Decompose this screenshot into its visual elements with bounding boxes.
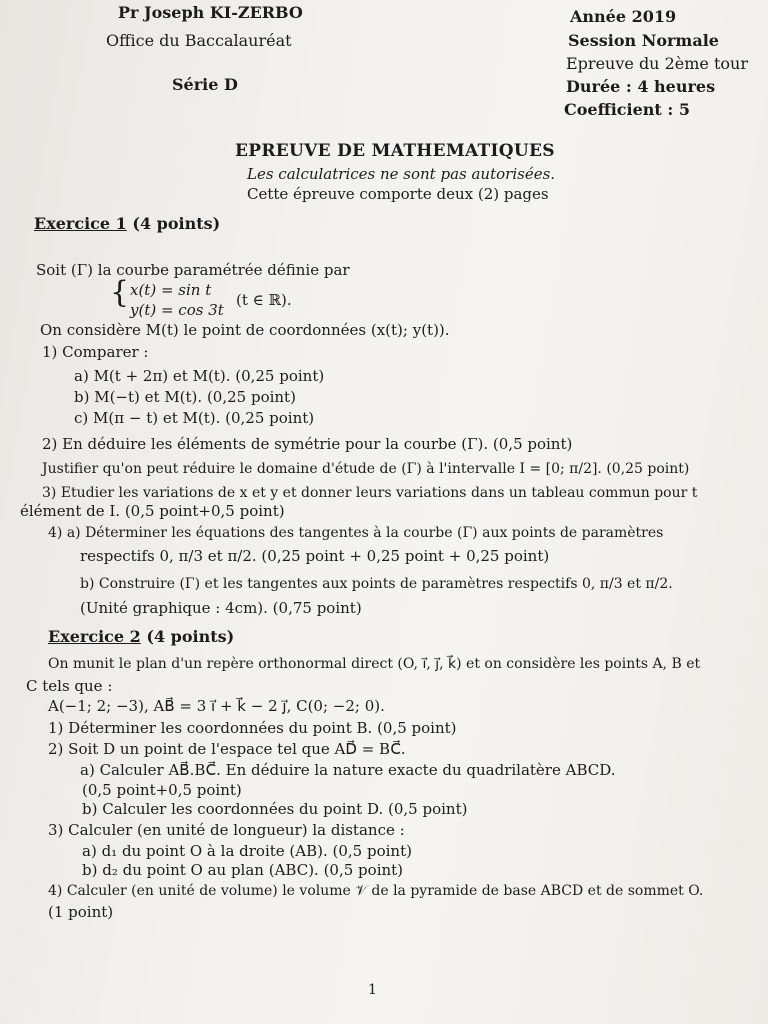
ex1-intro: Soit (Γ) la courbe paramétrée définie par [36, 261, 350, 279]
school-name: Pr Joseph KI-ZERBO [118, 3, 303, 22]
coefficient-label: Coefficient : 5 [564, 100, 690, 119]
exam-title: EPREUVE DE MATHEMATIQUES [235, 141, 555, 161]
page-number: 1 [368, 982, 377, 998]
ex2-q2a-points: (0,5 point+0,5 point) [82, 781, 242, 799]
ex2-q3b: b) d₂ du point O au plan (ABC). (0,5 point) [82, 861, 404, 879]
serie-label: Série D [172, 75, 238, 94]
ex1-q4a-line1: 4) a) Déterminer les équations des tangentes à la courbe (Γ) aux points de paramètres [48, 525, 664, 541]
ex2-q4: 4) Calculer (en unité de volume) le volume 𝒱 de la pyramide de base ABCD et de sommet O. [48, 883, 704, 899]
office-name: Office du Baccalauréat [106, 31, 292, 50]
ex1-q1c: c) M(π − t) et M(t). (0,25 point) [74, 409, 315, 427]
tour-label: Epreuve du 2ème tour [566, 54, 748, 73]
ex1-q2: 2) En déduire les éléments de symétrie pour la courbe (Γ). (0,5 point) [42, 435, 573, 453]
year-label: Année 2019 [570, 7, 677, 26]
ex2-intro-line2: C tels que : [26, 677, 113, 695]
ex2-intro-line1: On munit le plan d'un repère orthonormal direct (O, i⃗, j⃗, k⃗) et on considère les points A, B et [48, 656, 701, 672]
ex1-system-y: y(t) = cos 3t [130, 301, 224, 319]
session-label: Session Normale [568, 31, 719, 50]
ex1-q4b-line1: b) Construire (Γ) et les tangentes aux points de paramètres respectifs 0, π/3 et π/2. [80, 576, 673, 592]
ex2-q1: 1) Déterminer les coordonnées du point B. (0,5 point) [48, 719, 457, 737]
ex1-system-domain: (t ∈ ℝ). [236, 291, 292, 309]
ex1-q1a: a) M(t + 2π) et M(t). (0,25 point) [74, 367, 325, 385]
ex1-system-x: x(t) = sin t [130, 281, 212, 299]
ex1-q2-justify: Justifier qu'on peut réduire le domaine d'étude de (Γ) à l'intervalle I = [0; π/2]. (0,25 point) [42, 461, 690, 477]
calculator-notice: Les calculatrices ne sont pas autorisées. [247, 165, 556, 183]
ex2-q3a: a) d₁ du point O à la droite (AB). (0,5 point) [82, 842, 412, 860]
ex2-q2: 2) Soit D un point de l'espace tel que AD⃗ = BC⃗. [48, 740, 406, 758]
ex1-q4b-line2: (Unité graphique : 4cm). (0,75 point) [80, 599, 362, 617]
ex1-q1: 1) Comparer : [42, 343, 149, 361]
exercise-1-label: Exercice 1 [34, 214, 127, 233]
ex1-point-definition: On considère M(t) le point de coordonnées (x(t); y(t)). [40, 321, 450, 339]
exercise-2-points: (4 points) [146, 627, 235, 646]
exercise-1-heading [34, 215, 220, 232]
exercise-2-label: Exercice 2 [48, 627, 141, 646]
ex2-points-def: A(−1; 2; −3), AB⃗ = 3 i⃗ + k⃗ − 2 j⃗, C(0; −2; 0). [48, 697, 385, 715]
system-brace: { [110, 275, 130, 310]
ex1-q4a-line2: respectifs 0, π/3 et π/2. (0,25 point + 0,25 point + 0,25 point) [80, 547, 550, 565]
ex1-q1b: b) M(−t) et M(t). (0,25 point) [74, 388, 296, 406]
ex1-q3-line1: 3) Etudier les variations de x et y et donner leurs variations dans un tableau commun pour t [42, 485, 698, 501]
ex2-q4-points: (1 point) [48, 903, 114, 921]
exercise-1-points: (4 points) [132, 214, 221, 233]
ex2-q2a: a) Calculer AB⃗.BC⃗. En déduire la nature exacte du quadrilatère ABCD. [80, 761, 616, 779]
exercise-2-heading [48, 628, 234, 645]
ex2-q2b: b) Calculer les coordonnées du point D. (0,5 point) [82, 800, 468, 818]
duration-label: Durée : 4 heures [566, 77, 716, 96]
ex2-q3: 3) Calculer (en unité de longueur) la distance : [48, 821, 405, 839]
pages-notice: Cette épreuve comporte deux (2) pages [247, 185, 549, 203]
ex1-q3-line2: élément de I. (0,5 point+0,5 point) [20, 502, 285, 520]
